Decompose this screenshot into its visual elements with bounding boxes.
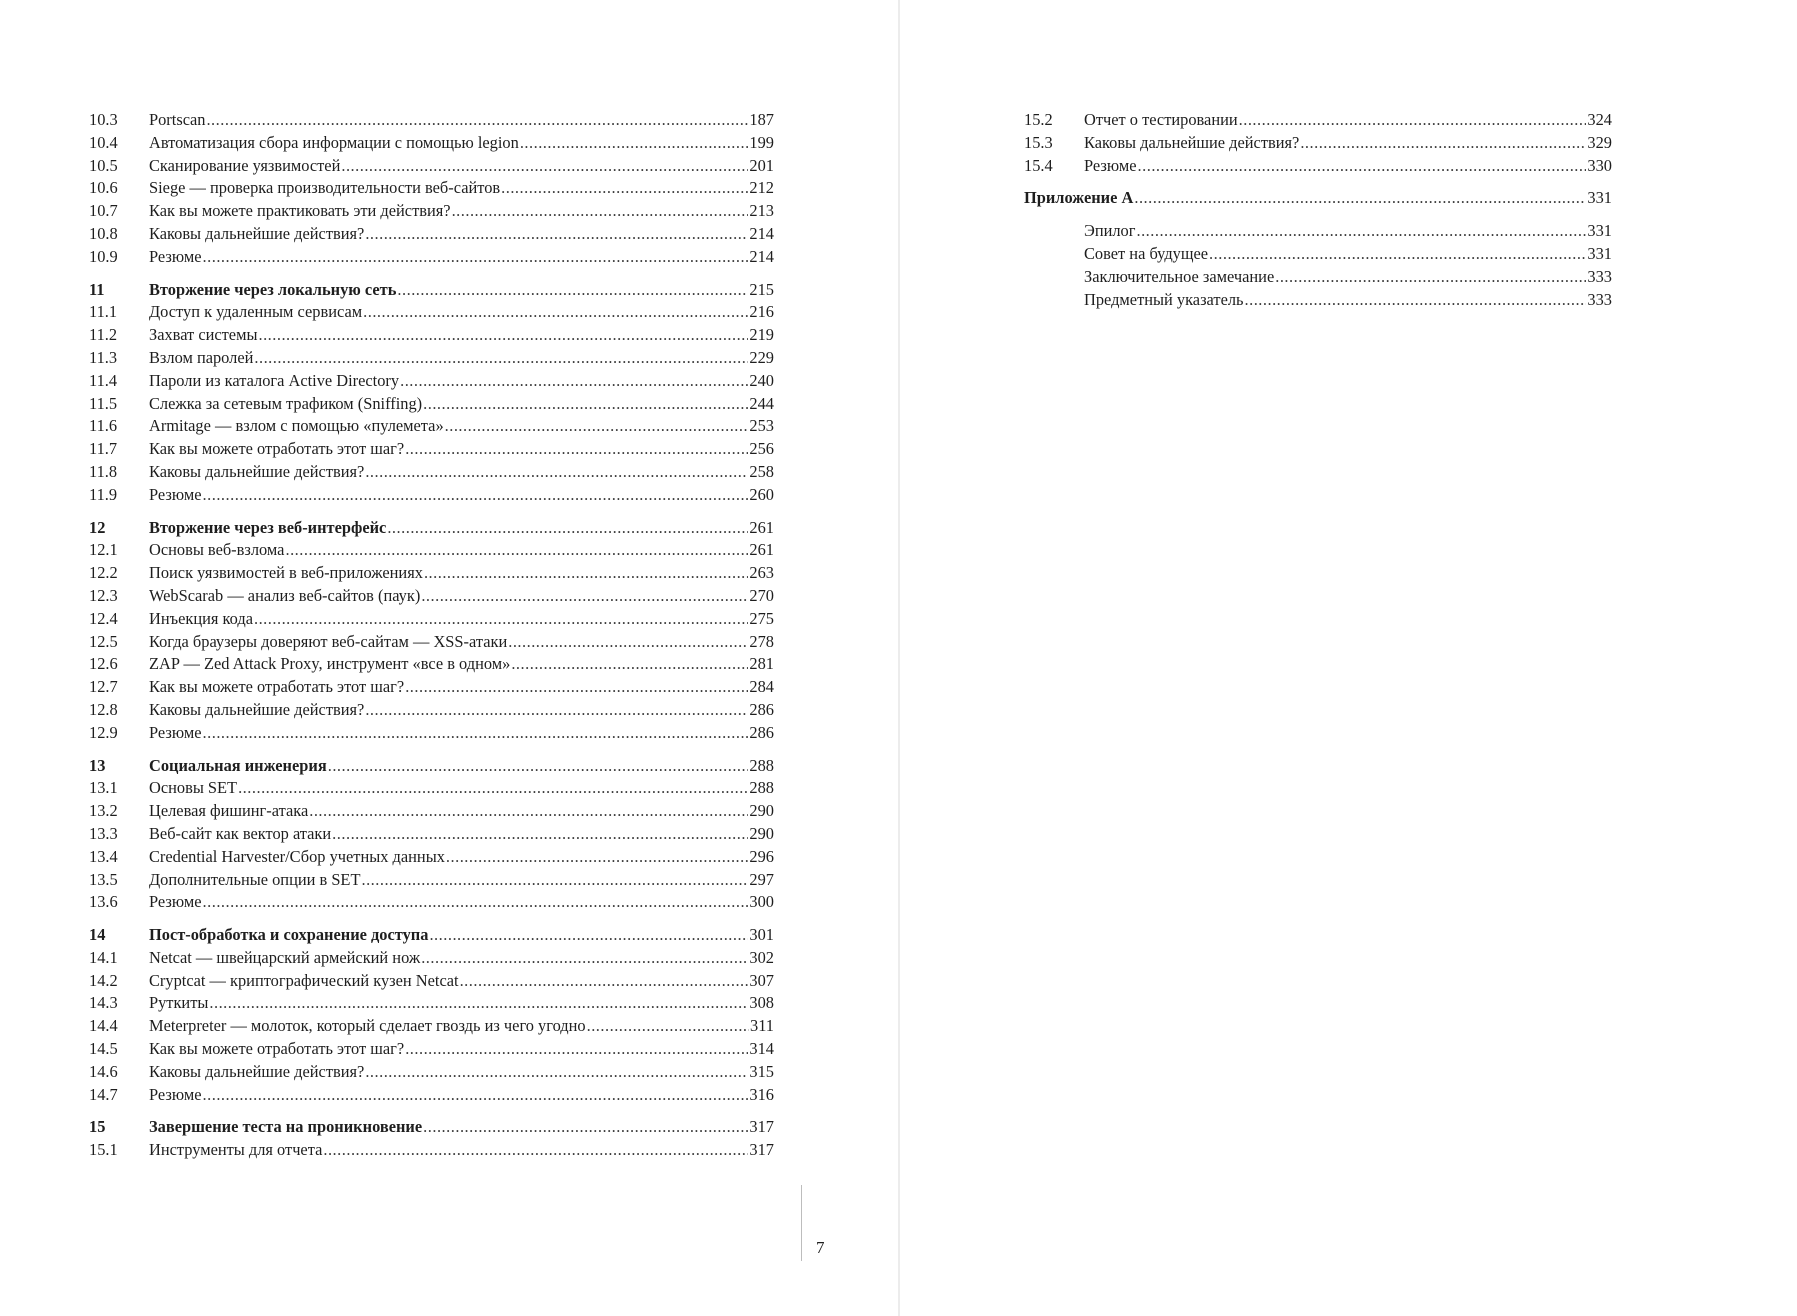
toc-entry-number: 12.6	[89, 654, 118, 674]
toc-chapter-row	[89, 755, 774, 778]
toc-entry-title: Резюме	[149, 722, 202, 742]
toc-entry-title: Siege — проверка производительности веб-сайтов	[149, 178, 501, 198]
dot-leader	[1136, 220, 1586, 243]
toc-entry-title: Резюме	[149, 892, 202, 912]
dot-leader	[400, 370, 748, 393]
toc-entry-page: 333	[1587, 266, 1612, 286]
toc-chapter-row	[89, 924, 774, 947]
toc-entry-title: Автоматизация сбора информации с помощью legion	[149, 132, 519, 152]
toc-entry-title: Целевая фишинг-атака	[149, 801, 309, 821]
dot-leader	[365, 461, 748, 484]
toc-entry-page: 253	[749, 416, 774, 436]
table-of-contents-right	[1024, 109, 1612, 311]
toc-entry-title: Как вы можете отработать этот шаг?	[149, 1039, 405, 1059]
dot-leader	[1138, 155, 1587, 178]
toc-entry-number: 12.9	[89, 722, 118, 742]
toc-entry-page: 281	[749, 654, 774, 674]
toc-entry-number: 11.5	[89, 393, 118, 413]
dot-leader	[332, 823, 748, 846]
toc-entry-number: 14	[89, 925, 106, 945]
toc-entry-row	[89, 132, 774, 155]
dot-leader	[341, 155, 748, 178]
toc-entry-row	[89, 324, 774, 347]
dot-leader	[285, 539, 748, 562]
toc-entry-page: 302	[749, 947, 774, 967]
dot-leader	[1300, 132, 1586, 155]
dot-leader	[405, 438, 748, 461]
toc-appendix-row	[1024, 187, 1612, 210]
toc-entry-row	[89, 800, 774, 823]
toc-entry-page: 216	[749, 302, 774, 322]
toc-entry-title: Как вы можете отработать этот шаг?	[149, 439, 405, 459]
toc-entry-row	[89, 484, 774, 507]
toc-entry-page: 290	[749, 823, 774, 843]
toc-entry-row	[89, 223, 774, 246]
toc-entry-title: Приложение А	[1024, 188, 1134, 208]
toc-entry-page: 187	[749, 110, 774, 129]
dot-leader	[520, 132, 749, 155]
toc-entry-number: 13.4	[89, 846, 118, 866]
toc-entry-page: 214	[749, 246, 774, 266]
toc-entry-number: 13.1	[89, 778, 118, 798]
dot-leader	[203, 1084, 749, 1107]
toc-entry-row	[89, 1038, 774, 1061]
dot-leader	[511, 653, 748, 676]
toc-entry-title: Как вы можете отработать этот шаг?	[149, 677, 405, 697]
toc-entry-title: Предметный указатель	[1084, 289, 1244, 309]
toc-entry-page: 261	[749, 540, 774, 560]
toc-entry-page: 296	[749, 846, 774, 866]
toc-entry-number: 15.2	[1024, 110, 1053, 129]
toc-entry-row	[89, 109, 774, 132]
dot-leader	[1275, 266, 1586, 289]
toc-entry-row	[89, 947, 774, 970]
toc-entry-number: 10.3	[89, 110, 118, 129]
toc-entry-number: 12.5	[89, 631, 118, 651]
toc-entry-number: 12.4	[89, 608, 118, 628]
toc-entry-row	[89, 393, 774, 416]
toc-entry-row	[89, 415, 774, 438]
toc-entry-page: 331	[1587, 188, 1612, 208]
toc-entry-title: Как вы можете практиковать эти действия?	[149, 201, 451, 221]
toc-entry-title: Доступ к удаленным сервисам	[149, 302, 363, 322]
toc-entry-number: 13.2	[89, 801, 118, 821]
toc-entry-title: Резюме	[149, 484, 202, 504]
toc-entry-number: 11.7	[89, 439, 118, 459]
toc-entry-title: Каковы дальнейшие действия?	[149, 223, 365, 243]
toc-entry-row	[1024, 155, 1612, 178]
folio-rule	[801, 1185, 802, 1261]
toc-entry-page: 329	[1587, 132, 1612, 152]
toc-entry-title: Пост-обработка и сохранение доступа	[149, 925, 429, 945]
toc-entry-number: 11.4	[89, 370, 118, 390]
toc-entry-page: 297	[749, 869, 774, 889]
dot-leader	[452, 200, 749, 223]
toc-entry-number: 10.5	[89, 155, 118, 175]
toc-entry-page: 311	[750, 1016, 774, 1036]
toc-entry-number: 11.9	[89, 484, 118, 504]
dot-leader	[254, 608, 748, 631]
toc-entry-row	[89, 246, 774, 269]
toc-entry-number: 14.3	[89, 993, 118, 1013]
toc-entry-title: Каковы дальнейшие действия?	[149, 699, 365, 719]
toc-entry-page: 307	[749, 970, 774, 990]
toc-entry-page: 261	[749, 517, 774, 537]
toc-entry-page: 256	[749, 439, 774, 459]
toc-entry-title: Portscan	[149, 110, 206, 129]
toc-entry-title: Отчет о тестировании	[1084, 110, 1238, 129]
toc-entry-row	[89, 301, 774, 324]
dot-leader	[365, 1061, 748, 1084]
toc-entry-page: 214	[749, 223, 774, 243]
toc-entry-title: Вторжение через веб-интерфейс	[149, 517, 387, 537]
toc-entry-page: 286	[749, 699, 774, 719]
toc-entry-page: 263	[749, 563, 774, 583]
toc-entry-row	[89, 699, 774, 722]
toc-entry-number: 11.2	[89, 325, 118, 345]
toc-entry-title: Основы SET	[149, 778, 238, 798]
toc-entry-row	[89, 177, 774, 200]
dot-leader	[365, 223, 748, 246]
dot-leader	[424, 562, 748, 585]
toc-entry-number: 13	[89, 755, 106, 775]
toc-entry-row	[89, 562, 774, 585]
toc-entry-row	[89, 1015, 774, 1038]
toc-entry-title: Резюме	[149, 246, 202, 266]
toc-entry-number: 11.3	[89, 347, 118, 367]
toc-entry-title: Руткиты	[149, 993, 209, 1013]
toc-entry-number: 15.1	[89, 1140, 118, 1160]
toc-entry-number: 15.4	[1024, 155, 1053, 175]
dot-leader	[1134, 187, 1586, 210]
dot-leader	[323, 1139, 748, 1162]
toc-entry-title: Завершение теста на проникновение	[149, 1117, 423, 1137]
toc-entry-row	[89, 370, 774, 393]
toc-entry-page: 258	[749, 461, 774, 481]
toc-entry-title: Каковы дальнейшие действия?	[149, 461, 365, 481]
toc-entry-page: 229	[749, 347, 774, 367]
left-page	[0, 0, 898, 1316]
toc-entry-row	[89, 155, 774, 178]
toc-entry-page: 317	[749, 1140, 774, 1160]
toc-entry-title: Веб-сайт как вектор атаки	[149, 823, 332, 843]
toc-entry-page: 331	[1587, 243, 1612, 263]
toc-entry-number: 12.7	[89, 677, 118, 697]
right-page	[900, 0, 1797, 1316]
toc-entry-row	[1024, 289, 1612, 312]
toc-entry-title: Заключительное замечание	[1084, 266, 1275, 286]
toc-entry-row	[89, 539, 774, 562]
toc-entry-page: 240	[749, 370, 774, 390]
toc-entry-title: Слежка за сетевым трафиком (Sniffing)	[149, 393, 423, 413]
dot-leader	[508, 631, 748, 654]
dot-leader	[397, 279, 748, 302]
toc-entry-row	[89, 1061, 774, 1084]
dot-leader	[423, 393, 748, 416]
toc-entry-page: 288	[749, 778, 774, 798]
toc-entry-page: 212	[749, 178, 774, 198]
toc-entry-number: 14.4	[89, 1016, 118, 1036]
toc-entry-number: 10.9	[89, 246, 118, 266]
toc-entry-title: Эпилог	[1084, 221, 1136, 241]
toc-entry-number: 11	[89, 279, 105, 299]
toc-entry-page: 278	[749, 631, 774, 651]
toc-entry-page: 300	[749, 892, 774, 912]
dot-leader	[238, 777, 748, 800]
toc-entry-number: 15.3	[1024, 132, 1053, 152]
toc-entry-page: 315	[749, 1061, 774, 1081]
dot-leader	[387, 517, 748, 540]
toc-entry-page: 324	[1587, 110, 1612, 129]
toc-entry-title: Каковы дальнейшие действия?	[149, 1061, 365, 1081]
toc-entry-row	[89, 777, 774, 800]
dot-leader	[405, 676, 748, 699]
toc-entry-row	[89, 823, 774, 846]
toc-entry-row	[89, 970, 774, 993]
toc-entry-number: 14.2	[89, 970, 118, 990]
dot-leader	[258, 324, 748, 347]
toc-entry-page: 333	[1587, 289, 1612, 309]
toc-entry-title: Meterpreter — молоток, который сделает гвоздь из чего угодно	[149, 1016, 586, 1036]
toc-entry-number: 15	[89, 1117, 106, 1137]
dot-leader	[203, 722, 749, 745]
toc-entry-page: 317	[749, 1117, 774, 1137]
toc-entry-row	[1024, 220, 1612, 243]
toc-entry-row	[89, 846, 774, 869]
toc-entry-title: Дополнительные опции в SET	[149, 869, 361, 889]
toc-entry-row	[89, 438, 774, 461]
toc-entry-page: 215	[749, 279, 774, 299]
toc-chapter-row	[89, 279, 774, 302]
toc-entry-title: Когда браузеры доверяют веб-сайтам — XSS-атаки	[149, 631, 508, 651]
dot-leader	[445, 415, 749, 438]
toc-entry-page: 244	[749, 393, 774, 413]
toc-entry-page: 331	[1587, 221, 1612, 241]
toc-entry-number: 12	[89, 517, 106, 537]
toc-entry-number: 14.7	[89, 1084, 118, 1104]
toc-entry-number: 12.8	[89, 699, 118, 719]
toc-entry-row	[89, 608, 774, 631]
toc-entry-title: Резюме	[1084, 155, 1137, 175]
dot-leader	[587, 1015, 749, 1038]
dot-leader	[1245, 289, 1587, 312]
toc-entry-number: 14.5	[89, 1039, 118, 1059]
dot-leader	[405, 1038, 748, 1061]
toc-entry-row	[89, 1084, 774, 1107]
toc-entry-page: 199	[749, 132, 774, 152]
toc-entry-page: 213	[749, 201, 774, 221]
toc-entry-page: 288	[749, 755, 774, 775]
toc-entry-title: Cryptcat — криптографический кузен Netcat	[149, 970, 459, 990]
dot-leader	[328, 755, 749, 778]
dot-leader	[203, 484, 749, 507]
toc-entry-title: Инъекция кода	[149, 608, 253, 628]
toc-entry-page: 219	[749, 325, 774, 345]
dot-leader	[254, 347, 748, 370]
toc-entry-number: 10.8	[89, 223, 118, 243]
toc-entry-title: Социальная инженерия	[149, 755, 327, 775]
toc-entry-row	[1024, 243, 1612, 266]
toc-entry-number: 13.3	[89, 823, 118, 843]
toc-entry-row	[1024, 109, 1612, 132]
dot-leader	[1209, 243, 1586, 266]
toc-entry-title: Credential Harvester/Сбор учетных данных	[149, 846, 445, 866]
dot-leader	[1239, 109, 1587, 132]
toc-entry-row	[89, 722, 774, 745]
dot-leader	[460, 970, 749, 993]
toc-entry-number: 10.4	[89, 132, 118, 152]
toc-entry-title: Основы веб-взлома	[149, 540, 285, 560]
dot-leader	[421, 947, 748, 970]
toc-entry-number: 12.2	[89, 563, 118, 583]
toc-entry-number: 11.1	[89, 302, 118, 322]
toc-entry-row	[1024, 266, 1612, 289]
toc-entry-title: Захват системы	[149, 325, 258, 345]
toc-entry-row	[89, 347, 774, 370]
dot-leader	[203, 891, 749, 914]
toc-entry-number: 10.7	[89, 201, 118, 221]
toc-entry-page: 301	[749, 925, 774, 945]
toc-entry-page: 275	[749, 608, 774, 628]
dot-leader	[429, 924, 748, 947]
toc-entry-title: Каковы дальнейшие действия?	[1084, 132, 1300, 152]
toc-entry-row	[89, 200, 774, 223]
toc-entry-row	[1024, 132, 1612, 155]
toc-entry-title: Netcat — швейцарский армейский нож	[149, 947, 421, 967]
dot-leader	[446, 846, 749, 869]
toc-entry-number: 12.1	[89, 540, 118, 560]
toc-entry-page: 314	[749, 1039, 774, 1059]
dot-leader	[501, 177, 748, 200]
toc-entry-title: Поиск уязвимостей в веб-приложениях	[149, 563, 423, 583]
toc-entry-row	[89, 869, 774, 892]
toc-entry-row	[89, 653, 774, 676]
dot-leader	[363, 301, 748, 324]
toc-entry-title: WebScarab — анализ веб-сайтов (паук)	[149, 585, 421, 605]
toc-entry-number: 11.8	[89, 461, 118, 481]
toc-chapter-row	[89, 517, 774, 540]
dot-leader	[361, 869, 748, 892]
dot-leader	[206, 109, 748, 132]
dot-leader	[423, 1116, 748, 1139]
toc-entry-page: 201	[749, 155, 774, 175]
table-of-contents-left	[89, 109, 774, 1162]
toc-entry-number: 13.6	[89, 892, 118, 912]
toc-entry-row	[89, 1139, 774, 1162]
toc-entry-page: 290	[749, 801, 774, 821]
toc-entry-title: Резюме	[149, 1084, 202, 1104]
toc-entry-number: 12.3	[89, 585, 118, 605]
toc-entry-title: Вторжение через локальную сеть	[149, 279, 397, 299]
dot-leader	[421, 585, 748, 608]
toc-entry-number: 14.6	[89, 1061, 118, 1081]
toc-entry-title: Сканирование уязвимостей	[149, 155, 341, 175]
toc-entry-title: ZAP — Zed Attack Proxy, инструмент «все в одном»	[149, 654, 511, 674]
toc-entry-row	[89, 585, 774, 608]
toc-entry-title: Совет на будущее	[1084, 243, 1209, 263]
dot-leader	[209, 992, 748, 1015]
toc-entry-title: Пароли из каталога Active Directory	[149, 370, 400, 390]
toc-entry-page: 260	[749, 484, 774, 504]
toc-entry-row	[89, 461, 774, 484]
toc-entry-page: 284	[749, 677, 774, 697]
dot-leader	[309, 800, 748, 823]
toc-entry-title: Взлом паролей	[149, 347, 254, 367]
toc-entry-number: 13.5	[89, 869, 118, 889]
toc-entry-row	[89, 992, 774, 1015]
page-number: 7	[816, 1238, 825, 1257]
toc-entry-page: 270	[749, 585, 774, 605]
toc-entry-page: 330	[1587, 155, 1612, 175]
toc-entry-title: Armitage — взлом с помощью «пулемета»	[149, 416, 444, 436]
toc-entry-page: 316	[749, 1084, 774, 1104]
dot-leader	[203, 246, 749, 269]
toc-entry-number: 14.1	[89, 947, 118, 967]
toc-entry-row	[89, 631, 774, 654]
toc-entry-row	[89, 676, 774, 699]
toc-entry-number: 10.6	[89, 178, 118, 198]
toc-chapter-row	[89, 1116, 774, 1139]
toc-entry-number: 11.6	[89, 416, 118, 436]
toc-entry-page: 286	[749, 722, 774, 742]
toc-entry-title: Инструменты для отчета	[149, 1140, 323, 1160]
dot-leader	[365, 699, 748, 722]
toc-entry-page: 308	[749, 993, 774, 1013]
toc-entry-row	[89, 891, 774, 914]
